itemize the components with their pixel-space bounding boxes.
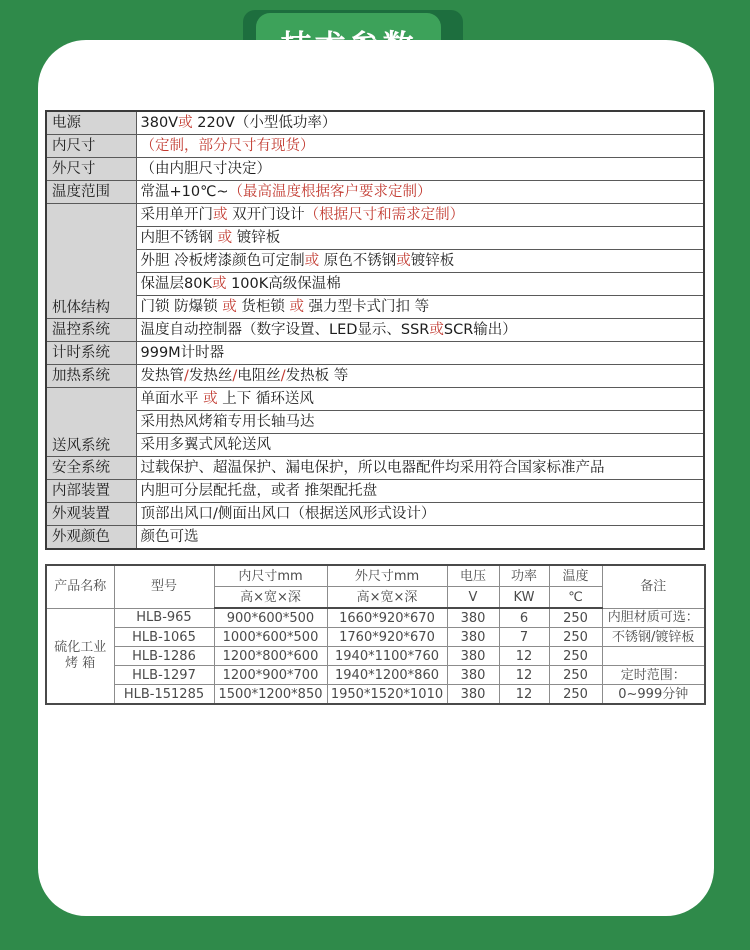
spec-value-cell (136, 250, 704, 273)
spec-value-red-segment: 或 (429, 322, 444, 338)
spec-value-segment: 过载保护、超温保护、漏电保护，所以电器配件均采用符合国家标准产品 (140, 460, 605, 476)
model-cell: HLB-1286 (114, 647, 214, 666)
spec-value-segment: 单面水平 (140, 391, 204, 407)
spec-value-cell (136, 296, 704, 319)
outer-dim-cell: 1940*1200*860 (327, 666, 447, 685)
header-temperature-unit: ℃ (549, 587, 602, 609)
spec-value-segment: 双开门设计 (227, 207, 305, 223)
spec-value-segment: 采用热风烤箱专用长轴马达 (140, 414, 315, 430)
spec-label-cell: 温控系统 (46, 319, 136, 342)
outer-dim-cell: 1760*920*670 (327, 628, 447, 647)
spec-value-segment: （由内胆尺寸决定） (140, 161, 271, 177)
spec-label-cell: 加热系统 (46, 365, 136, 388)
spec-value-red-segment: 或 (213, 207, 228, 223)
remark-cell: 内胆材质可选： (602, 608, 705, 628)
temperature-cell: 250 (549, 628, 602, 647)
spec-value-cell (136, 181, 704, 204)
spec-value-segment: 100K高级保温棉 (226, 276, 341, 292)
spec-value-red-segment: 或 (211, 276, 227, 292)
spec-row (46, 503, 704, 526)
spec-value-segment: 发热丝 (188, 368, 233, 384)
model-cell: HLB-1065 (114, 628, 214, 647)
spec-value-segment: 电阻丝 (237, 368, 281, 384)
power-cell: 6 (499, 608, 549, 628)
spec-row (46, 227, 704, 250)
header-power-unit: KW (499, 587, 549, 609)
model-data-row (46, 608, 705, 628)
header-voltage-unit: V (447, 587, 499, 609)
model-data-row (46, 666, 705, 685)
power-cell: 12 (499, 666, 549, 685)
spec-row (46, 158, 704, 181)
spec-label-cell: 电源 (46, 111, 136, 135)
header-voltage: 电压 (447, 565, 499, 587)
spec-value-red-segment: （定制，部分尺寸有现货） (140, 138, 315, 154)
header-inner-dim: 内尺寸mm (214, 565, 327, 587)
spec-value-red-segment: 或 (178, 115, 193, 131)
spec-value-red-segment: 或 (217, 230, 233, 246)
spec-value-segment: 999M计时器 (140, 345, 225, 361)
spec-value-segment: 发热管 (140, 368, 184, 384)
spec-value-red-segment: 或 (304, 253, 320, 269)
spec-value-segment: 颜色可选 (140, 529, 199, 545)
content-card (38, 40, 714, 916)
power-cell: 12 (499, 685, 549, 705)
spec-value-cell (136, 480, 704, 503)
spec-row (46, 526, 704, 550)
spec-value-segment: 温度自动控制器（数字设置、LED显示、SSR (140, 322, 430, 338)
spec-value-cell (136, 204, 704, 227)
spec-value-segment: 发热板 等 (285, 368, 349, 384)
inner-dim-cell: 1500*1200*850 (214, 685, 327, 705)
power-cell: 12 (499, 647, 549, 666)
spec-value-red-segment: / (232, 368, 238, 384)
spec-value-segment: 内胆不锈钢 (140, 230, 218, 246)
voltage-cell: 380 (447, 628, 499, 647)
spec-value-cell (136, 411, 704, 434)
spec-label-cell: 内尺寸 (46, 135, 136, 158)
header-outer-dim: 外尺寸mm (327, 565, 447, 587)
spec-label-cell: 外观颜色 (46, 526, 136, 550)
spec-value-cell (136, 319, 704, 342)
product-name-line: 烤 箱 (65, 655, 96, 671)
spec-value-red-segment: / (280, 368, 286, 384)
spec-label-cell: 温度范围 (46, 181, 136, 204)
inner-dim-cell: 1000*600*500 (214, 628, 327, 647)
spec-label-cell: 外观装置 (46, 503, 136, 526)
temperature-cell: 250 (549, 685, 602, 705)
spec-row (46, 480, 704, 503)
spec-value-red-segment: / (184, 368, 189, 384)
model-cell: HLB-1297 (114, 666, 214, 685)
spec-row (46, 388, 704, 411)
header-product-name: 产品名称 (46, 565, 114, 608)
spec-value-segment: 220V（小型低功率） (192, 115, 337, 131)
spec-value-red-segment: 或 (203, 391, 218, 407)
spec-value-segment: 常温+10℃~ (140, 184, 229, 200)
spec-value-cell (136, 365, 704, 388)
spec-value-red-segment: 或 (222, 299, 237, 315)
spec-row (46, 365, 704, 388)
spec-value-cell (136, 457, 704, 480)
spec-label-cell: 外尺寸 (46, 158, 136, 181)
header-temperature: 温度 (549, 565, 602, 587)
header-model: 型号 (114, 565, 214, 608)
spec-value-segment: 采用单开门 (140, 207, 213, 223)
voltage-cell: 380 (447, 666, 499, 685)
spec-value-cell (136, 111, 704, 135)
spec-value-red-segment: （最高温度根据客户要求定制） (228, 184, 432, 200)
spec-value-cell (136, 342, 704, 365)
spec-value-cell (136, 503, 704, 526)
product-name-cell (46, 608, 114, 704)
header-power: 功率 (499, 565, 549, 587)
outer-dim-cell: 1660*920*670 (327, 608, 447, 628)
spec-row (46, 250, 704, 273)
spec-value-cell (136, 388, 704, 411)
spec-value-segment: 采用多翼式风轮送风 (140, 437, 271, 453)
header-remark: 备注 (602, 565, 705, 608)
spec-value-segment: 保温层80K (140, 276, 212, 292)
spec-row (46, 411, 704, 434)
spec-value-segment: 380V (140, 115, 179, 131)
remark-cell: 定时范围： (602, 666, 705, 685)
model-data-row (46, 685, 705, 705)
spec-label-cell: 送风系统 (46, 388, 136, 457)
spec-value-cell (136, 526, 704, 550)
spec-table (45, 110, 705, 550)
model-cell: HLB-151285 (114, 685, 214, 705)
spec-label-cell: 内部装置 (46, 480, 136, 503)
inner-dim-cell: 900*600*500 (214, 608, 327, 628)
spec-value-cell (136, 135, 704, 158)
spec-value-segment: 原色不锈钢 (319, 253, 397, 269)
model-data-row (46, 628, 705, 647)
spec-label-cell: 机体结构 (46, 204, 136, 319)
outer-dim-cell: 1950*1520*1010 (327, 685, 447, 705)
spec-value-segment: 外胆 冷板烤漆颜色可定制 (140, 253, 305, 269)
spec-value-cell (136, 158, 704, 181)
spec-row (46, 296, 704, 319)
outer-dim-cell: 1940*1100*760 (327, 647, 447, 666)
spec-value-red-segment: 或 (289, 299, 304, 315)
remark-cell (602, 647, 705, 666)
spec-row (46, 181, 704, 204)
inner-dim-cell: 1200*800*600 (214, 647, 327, 666)
spec-row (46, 204, 704, 227)
voltage-cell: 380 (447, 608, 499, 628)
remark-cell: 不锈钢/镀锌板 (602, 628, 705, 647)
spec-row (46, 135, 704, 158)
spec-value-segment: 门锁 防爆锁 (140, 299, 223, 315)
spec-value-cell (136, 273, 704, 296)
spec-row (46, 319, 704, 342)
remark-cell: 0~999分钟 (602, 685, 705, 705)
temperature-cell: 250 (549, 647, 602, 666)
spec-value-segment: 内胆可分层配托盘，或者 推架配托盘 (140, 483, 378, 499)
power-cell: 7 (499, 628, 549, 647)
spec-label-cell: 计时系统 (46, 342, 136, 365)
spec-value-segment: 顶部出风口/侧面出风口（根据送风形式设计） (140, 506, 436, 522)
spec-value-segment: 镀锌板 (232, 230, 281, 246)
spec-value-cell (136, 434, 704, 457)
header-inner-dim-detail: 高×宽×深 (214, 587, 327, 609)
spec-value-segment: 镀锌板 (410, 253, 455, 269)
spec-row (46, 457, 704, 480)
model-table (45, 564, 706, 705)
model-header-row (46, 565, 705, 587)
inner-dim-cell: 1200*900*700 (214, 666, 327, 685)
spec-row (46, 434, 704, 457)
spec-value-segment: 强力型卡式门扣 等 (303, 299, 430, 315)
spec-value-red-segment: 或 (396, 253, 411, 269)
spec-label-cell: 安全系统 (46, 457, 136, 480)
product-name-line: 硫化工业 (54, 639, 107, 655)
temperature-cell: 250 (549, 608, 602, 628)
spec-value-segment: 上下 循环送风 (217, 391, 314, 407)
spec-value-red-segment: （根据尺寸和需求定制） (304, 207, 465, 223)
spec-row (46, 111, 704, 135)
temperature-cell: 250 (549, 666, 602, 685)
spec-row (46, 342, 704, 365)
header-outer-dim-detail: 高×宽×深 (327, 587, 447, 609)
spec-value-cell (136, 227, 704, 250)
model-data-row (46, 647, 705, 666)
spec-row (46, 273, 704, 296)
spec-value-segment: 货柜锁 (236, 299, 290, 315)
spec-value-segment: SCR输出） (443, 322, 517, 338)
model-cell: HLB-965 (114, 608, 214, 628)
voltage-cell: 380 (447, 647, 499, 666)
voltage-cell: 380 (447, 685, 499, 705)
